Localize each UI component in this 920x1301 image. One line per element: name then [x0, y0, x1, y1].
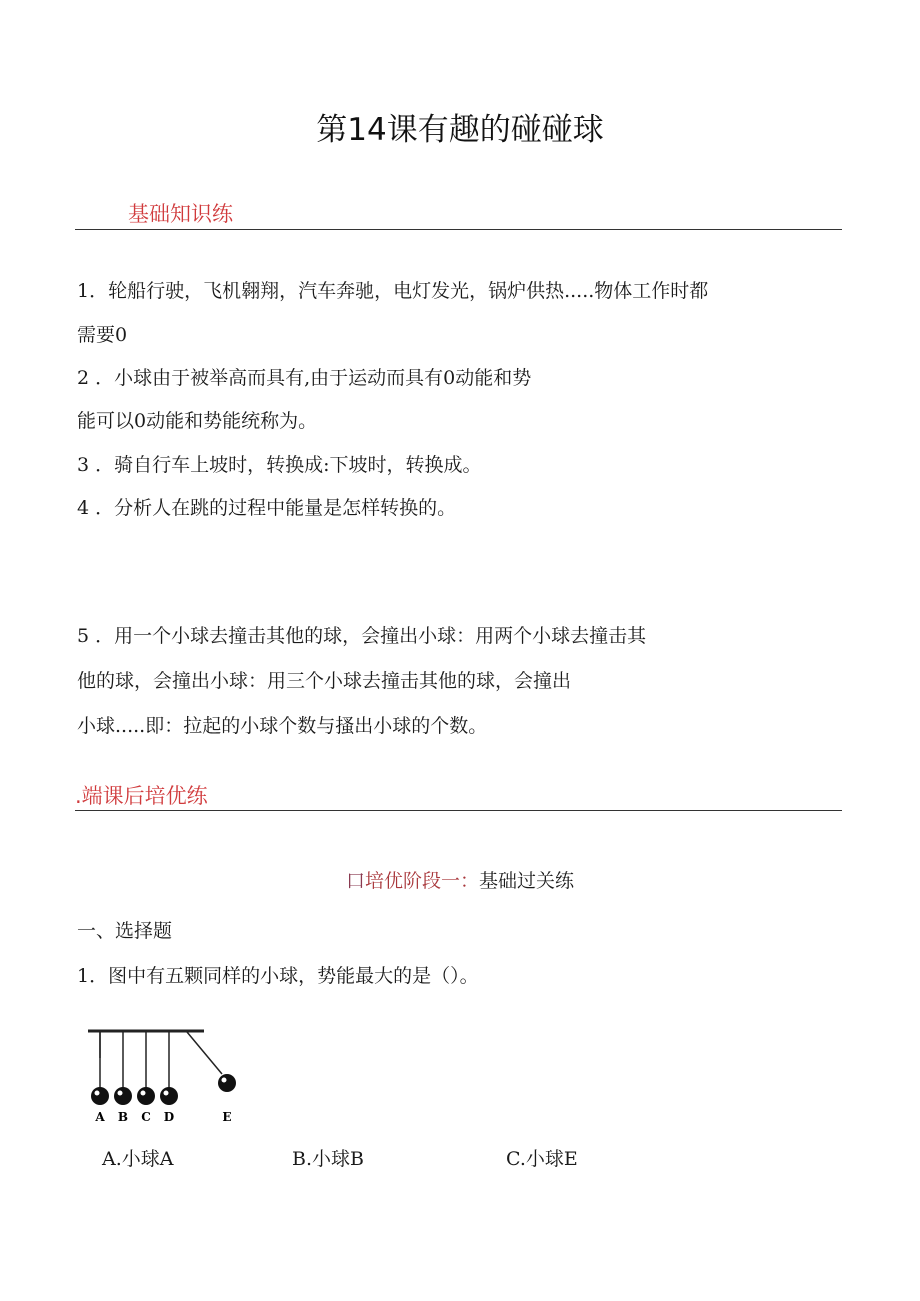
section-divider [75, 229, 842, 230]
ball-string [187, 1032, 222, 1074]
question-line: 3 ．骑自行车上坡时，转换成:下坡时，转换成。 [77, 454, 482, 476]
question-line: 小球.....即：拉起的小球个数与搔出小球的个数。 [77, 715, 488, 737]
option-b[interactable]: B.小球B [292, 1148, 364, 1170]
question-line: 2 ．小球由于被举高而具有,由于运动而具有0动能和势 [77, 367, 532, 389]
page-title: 第14课有趣的碰碰球 [316, 112, 604, 148]
question-line: 5 ．用一个小球去撞击其他的球，会撞出小球：用两个小球去撞击其 [77, 625, 647, 647]
question-type-heading: 一、选择题 [77, 920, 173, 942]
ball-highlight [164, 1091, 169, 1096]
newtons-cradle-figure [86, 1022, 246, 1132]
option-a[interactable]: A.小球A [102, 1148, 174, 1170]
question-line: 需要0 [77, 324, 128, 346]
question-line: 4 ．分析人在跳的过程中能量是怎样转换的。 [77, 497, 457, 519]
ball-highlight [118, 1091, 123, 1096]
ball-label-c: C [141, 1110, 151, 1124]
question-text: 1．图中有五颗同样的小球，势能最大的是（）。 [77, 965, 479, 987]
ball-label-a: A [95, 1110, 105, 1124]
section-heading-after-class: .端课后培优练 [75, 784, 208, 808]
ball-c [137, 1087, 155, 1105]
question-line: 能可以0动能和势能统称为。 [77, 410, 318, 432]
ball-b [114, 1087, 132, 1105]
ball-label-b: B [117, 1110, 129, 1124]
section-divider [75, 810, 842, 811]
ball-highlight [95, 1091, 100, 1096]
ball-highlight [141, 1091, 146, 1096]
ball-highlight [222, 1078, 227, 1083]
ball-d [160, 1087, 178, 1105]
section-heading-basic: 基础知识练 [128, 202, 233, 226]
ball-e [218, 1074, 236, 1092]
ball-a [91, 1087, 109, 1105]
option-c[interactable]: C.小球E [506, 1148, 578, 1170]
ball-label-e: E [222, 1110, 232, 1124]
stage-label: 培优阶段一： [364, 870, 479, 892]
checkbox-square-icon: 口 [345, 870, 365, 892]
question-line: 1．轮船行驶，飞机翱翔，汽车奔驰，电灯发光，锅炉供热.....物体工作时都 [77, 280, 709, 302]
question-line: 他的球，会撞出小球：用三个小球去撞击其他的球，会撞出 [77, 670, 572, 692]
stage-heading [0, 866, 920, 893]
ball-label-d: D [163, 1110, 175, 1124]
stage-subtitle: 基础过关练 [479, 870, 575, 892]
